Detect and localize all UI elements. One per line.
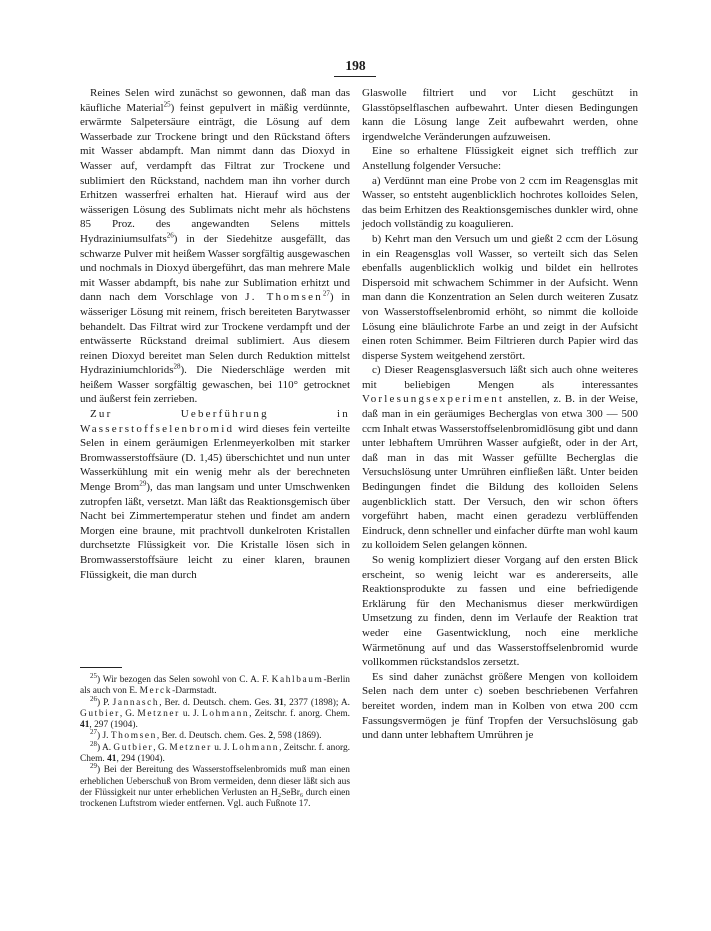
text-run: a) Verdünnt man eine Probe von 2 ccm im Reagensglas mit Wasser, so entsteht augenblicklich hochrotes kolloides Selen, das beim Erhitzen des Reaktionsgemisches dunkler wird, ohne jedoch vollständig zu koagulieren. — [362, 174, 638, 231]
text-run: , 598 (1869). — [273, 731, 322, 742]
page-number: 198 — [345, 58, 366, 73]
footnote — [80, 671, 350, 698]
volume-number: 2 — [268, 731, 274, 742]
header-rule — [334, 76, 376, 77]
footnote-rule — [80, 667, 122, 668]
footnote-marker: 29 — [139, 479, 147, 488]
footnote — [80, 694, 350, 732]
right-column — [362, 86, 638, 743]
volume-number: 31 — [274, 697, 284, 708]
text-run: ). Die Niederschläge werden mit heißem Wasser sorgfältig gewaschen, bei 110° getrocknet und äußerst fein zerrieben. — [80, 364, 350, 406]
text-run: Glaswolle filtriert und vor Licht geschützt in Glasstöpselflaschen aufbewahrt. Unter diesen Bedingungen kann die Lösung lange Zeit aufbewahrt werden, ohne irgendwelche Veränderungen aufzuweisen. — [362, 87, 638, 143]
footnote-marker: 28 — [90, 739, 97, 748]
paragraph — [362, 144, 638, 173]
footnote-marker: 28 — [173, 362, 181, 371]
footnote — [80, 728, 350, 742]
spaced-text: Thomsen — [110, 731, 157, 742]
text-run: u. J. — [211, 742, 232, 753]
text-run: ) in der Siedehitze ausgefällt, das schwarze Pulver mit heißem Wasser sorgfältig ausgewaschen und nochmals in Dioxyd übergeführt, das man mehrere Male mit Wasser abdampft, bis nahe zur Sublimation erhitzt und dann nach dem Vorschlage von — [80, 232, 350, 304]
paragraph — [362, 232, 638, 363]
spaced-text: Kahlbaum — [271, 675, 324, 685]
paragraph — [362, 670, 638, 743]
text-run: -Berlin als auch von E. — [80, 675, 350, 697]
text-run: wird dieses fein verteilte Selen in einem geräumigen Erlenmeyerkolben mit starker Bromwasserstoffsäure (D. 1,45) überschichtet und nun unter Wasserkühlung mit ein wenig mehr als der berechneten Menge Brom — [80, 422, 350, 494]
text-run: So wenig kompliziert dieser Vorgang auf den ersten Blick erscheint, so wenig leicht war es andererseits, alle Reaktionsprodukte zu fassen und eine befriedigende Erklärung für den Mechanismus dieser merkwürdigen Umsetzung zu finden, denn im Verlaufe der Reaktion trat weder eine Gasentwicklung, noch eine merkliche Wärmetönung auf und das Wasserstoffselenbromid wurde vollkommen rückstandslos zersetzt. — [362, 554, 638, 669]
footnote-marker: 27 — [90, 728, 97, 737]
paragraph — [362, 174, 638, 232]
text-run: Eine so erhaltene Flüssigkeit eignet sich trefflich zur Anstellung folgender Versuche: — [362, 145, 638, 172]
spaced-text: Lohmann — [231, 742, 280, 753]
text-run: ) in wässeriger Lösung mit reinem, frisch bereiteten Barytwasser behandelt. Das Filtrat wird zur Trockene verdampft und der entwässerte Rückstand dreimal sublimiert. Aus diesem reinen Dioxyd bereitet man Selen durch Reduktion mittelst Hydraziniumchlorids — [80, 291, 350, 377]
text-run: , 297 (1904). — [89, 720, 138, 731]
text-run: c) Dieser Reagensglasversuch läßt sich auch ohne weiteres mit beliebigen Mengen als interessantes — [362, 364, 638, 391]
paragraph — [362, 86, 638, 144]
text-run: , Ber. d. Deutsch. chem. Ges. — [156, 731, 269, 742]
text-run: ) P. — [97, 697, 113, 708]
footnote-marker: 29 — [90, 762, 97, 771]
footnote — [80, 739, 350, 766]
text-run: anstellen, z. B. in der Weise, daß man in ein geräumiges Becherglas von etwa 300 — 500 ccm Inhalt etwas Wasserstoffselenbromidlösung gibt und dann unter lebhaftem Umrühren Wasser aufgießt, oder in der Art, daß man in das mit Wasser gefüllte Becherglas die Versuchslösung unter Umrühren einfließen läßt. Unter beiden Bedingungen findet die Bildung des kolloiden Selens augenblicklich statt. Der Versuch, den wir schon öfters vorgeführt haben, macht einen geradezu verblüffenden Eindruck, denn schneller und einfacher dürfte man wohl kaum zu kolloidem Selen gelangen können. — [362, 393, 638, 552]
spaced-text: Zur Ueberführung in Wasserstoffselenbromid — [80, 408, 350, 435]
spaced-text: Vorlesungsexperiment — [362, 393, 505, 406]
paragraph — [362, 553, 638, 670]
spaced-text: Lohmann — [202, 708, 250, 719]
left-column — [80, 86, 350, 582]
spaced-text: Metzner — [169, 742, 212, 753]
text-run: , 294 (1904). — [116, 754, 165, 765]
text-run: ) Bei der Bereitung des Wasserstoffselenbromids muß man einen erheblichen Ueberschuß von Brom vermeiden, denn dieser läßt sich aus der Flüssigkeit nur unter erheblichen Verlusten an H₂SeBr₆ durch einen trockenen Luftstrom wieder entfernen. Vgl. auch Fußnote 17. — [80, 765, 350, 810]
text-run: , G. — [119, 708, 138, 719]
text-run: -Darmstadt. — [172, 686, 217, 697]
spaced-text: Jannasch — [112, 697, 160, 708]
text-run: ) Wir bezogen das Selen sowohl von C. A. F. — [97, 675, 272, 685]
paragraph — [80, 86, 350, 407]
paragraph — [362, 363, 638, 553]
spaced-text: Metzner — [137, 708, 180, 719]
footnote-marker: 25 — [90, 671, 97, 680]
spaced-text: Merck — [139, 686, 173, 697]
text-run: , Zeitschr. f. anorg. Chem. — [249, 708, 350, 719]
footnote-marker: 26 — [90, 694, 97, 703]
footnote-marker: 25 — [163, 99, 171, 108]
footnote-marker: 27 — [322, 289, 330, 298]
text-run: , Zeitschr. f. anorg. Chem. — [80, 742, 350, 765]
volume-number: 41 — [80, 720, 90, 731]
footnotes — [80, 671, 350, 811]
text-run: ), das man langsam und unter Umschwenken zutropfen läßt, versetzt. Man läßt das Reaktionsgemisch über Nacht bei Zimmertemperatur stehen und findet am andern Morgen eine braune, mit prachtvoll dunkelroten Kristallen durchsetzte Flüssigkeit vor. Die Kristalle lösen sich in Bromwasserstoffsäure leicht zu einer klaren, braunen Flüssigkeit, die man durch — [80, 481, 350, 581]
text-run: ) J. — [97, 731, 111, 742]
paragraph — [80, 407, 350, 582]
text-run: , 2377 (1898); A. — [283, 697, 350, 708]
footnote — [80, 762, 350, 810]
text-run: b) Kehrt man den Versuch um und gießt 2 ccm der Lösung in ein Reagensglas voll Wasser, so verteilt sich das Selen ebenfalls augenblicklich wolkig und bildet ein hellrotes Dispersoid mit schwachem Schimmer in der Aufsicht. Wenn man dann die Konzentration an Selen durch weiteren Zusatz von Wasserstoffselenbromid erhöht, so nimmt die kolloide Lösung eine bläulichrote Farbe an und zeigt in der Aufsicht einen roten Schimmer. Beim Filtrieren durch Papier wird das disperse System weitgehend zerstört. — [362, 232, 638, 362]
text-run: , Ber. d. Deutsch. chem. Ges. — [159, 697, 275, 708]
text-run: Reines Selen wird zunächst so gewonnen, daß man das käufliche Material — [80, 87, 350, 114]
volume-number: 41 — [107, 754, 117, 765]
text-run: , G. — [153, 742, 170, 753]
text-run: ) A. — [97, 742, 114, 753]
text-run: ) feinst gepulvert in mäßig verdünnte, erwärmte Salpetersäure einträgt, die Lösung auf dem Wasserbade zur Trockene bringt und den Rückstand öfters mit Wasser abdampft. Man nimmt dann das Dioxyd in Wasser auf, verdampft das Filtrat zur Trockene und sublimiert den Rückstand, nachdem man ihn vorher durch Erhitzen wasserfrei erhalten hat. Hierauf wird aus der wässerigen Lösung des Sublimats nicht mehr als höchstens 85 Proz. des angewandten Selens mittels Hydraziniumsulfats — [80, 101, 350, 245]
spaced-text: Gutbier — [80, 708, 120, 719]
spaced-text: J. Thomsen — [245, 291, 323, 304]
text-run: u. J. — [179, 708, 203, 719]
footnote-marker: 26 — [166, 231, 174, 240]
text-run: Es sind daher zunächst größere Mengen von kolloidem Selen nach dem unter c) soeben beschriebenen Verfahren bereitet worden, indem man in Kolben von etwa 200 ccm Fassungsvermögen je fünf Tropfen der Versuchslösung gab und dann unter lebhaftem Umrühren je — [362, 670, 638, 742]
spaced-text: Gutbier — [113, 742, 154, 753]
